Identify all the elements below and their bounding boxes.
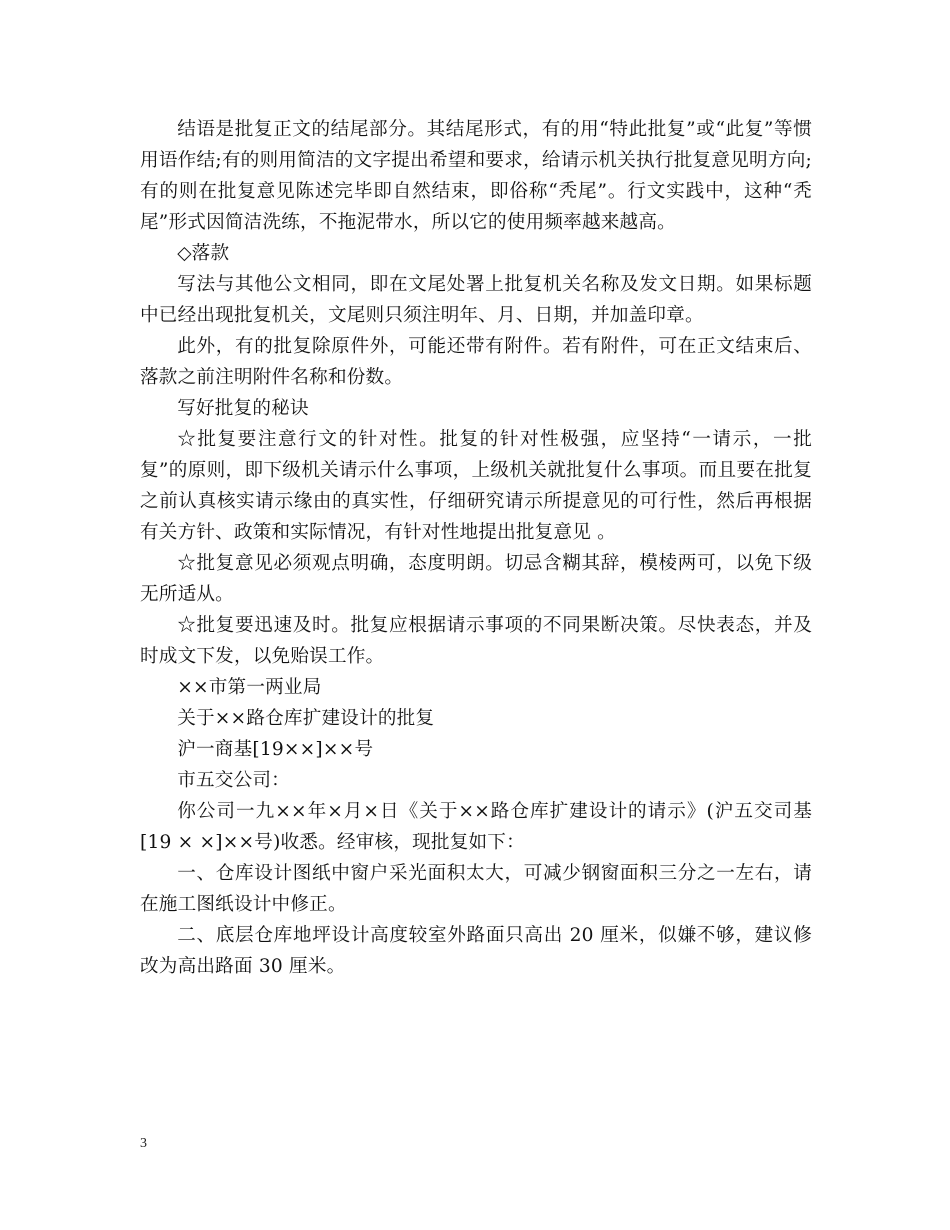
page-number: 3	[140, 1136, 147, 1151]
document-page	[140, 114, 812, 982]
example-body-intro: 你公司一九××年×月×日《关于××路仓库扩建设计的请示》(沪五交司基[19 × ×]××号)收悉。经审核，现批复如下：	[140, 801, 812, 853]
example-title: 关于××路仓库扩建设计的批复	[177, 708, 435, 729]
paragraph-conclusion: 结语是批复正文的结尾部分。其结尾形式，有的用“特此批复”或“此复”等惯用语作结;有的则用简洁的文字提出希望和要求，给请示机关执行批复意见明方向;有的则在批复意见陈述完毕即自然结束，即俗称“秃尾”。行文实践中，这种“秃尾”形式因简洁洗练，不拖泥带水，所以它的使用频率越来越高。	[140, 119, 812, 233]
example-item-1: 一、仓库设计图纸中窗户采光面积太大，可减少钢窗面积三分之一左右，请在施工图纸设计中修正。	[140, 863, 812, 915]
paragraph-attachments: 此外，有的批复除原件外，可能还带有附件。若有附件，可在正文结束后、落款之前注明附件名称和份数。	[140, 336, 812, 388]
example-item-2: 二、底层仓库地坪设计高度较室外路面只高出 20 厘米，似嫌不够，建议修改为高出路面 30 厘米。	[140, 925, 812, 977]
example-recipient: 市五交公司：	[177, 770, 290, 791]
paragraph-tip-targeted: ☆批复要注意行文的针对性。批复的针对性极强，应坚持“一请示，一批复”的原则，即下级机关请示什么事项，上级机关就批复什么事项。而且要在批复之前认真核实请示缘由的真实性，仔细研究请示所提意见的可行性，然后再根据有关方针、政策和实际情况，有针对性地提出批复意见 。	[140, 429, 812, 543]
heading-signature: ◇落款	[177, 243, 230, 264]
heading-tips: 写好批复的秘诀	[177, 398, 309, 419]
paragraph-tip-timely: ☆批复要迅速及时。批复应根据请示事项的不同果断决策。尽快表态，并及时成文下发，以免贻误工作。	[140, 615, 812, 667]
paragraph-signature-method: 写法与其他公文相同，即在文尾处署上批复机关名称及发文日期。如果标题中已经出现批复机关，文尾则只须注明年、月、日期，并加盖印章。	[140, 274, 812, 326]
example-issuer: ××市第一两业局	[177, 677, 322, 698]
example-doc-number: 沪一商基[19××]××号	[177, 739, 374, 760]
paragraph-tip-clear: ☆批复意见必须观点明确，态度明朗。切忌含糊其辞，模棱两可，以免下级无所适从。	[140, 553, 812, 605]
